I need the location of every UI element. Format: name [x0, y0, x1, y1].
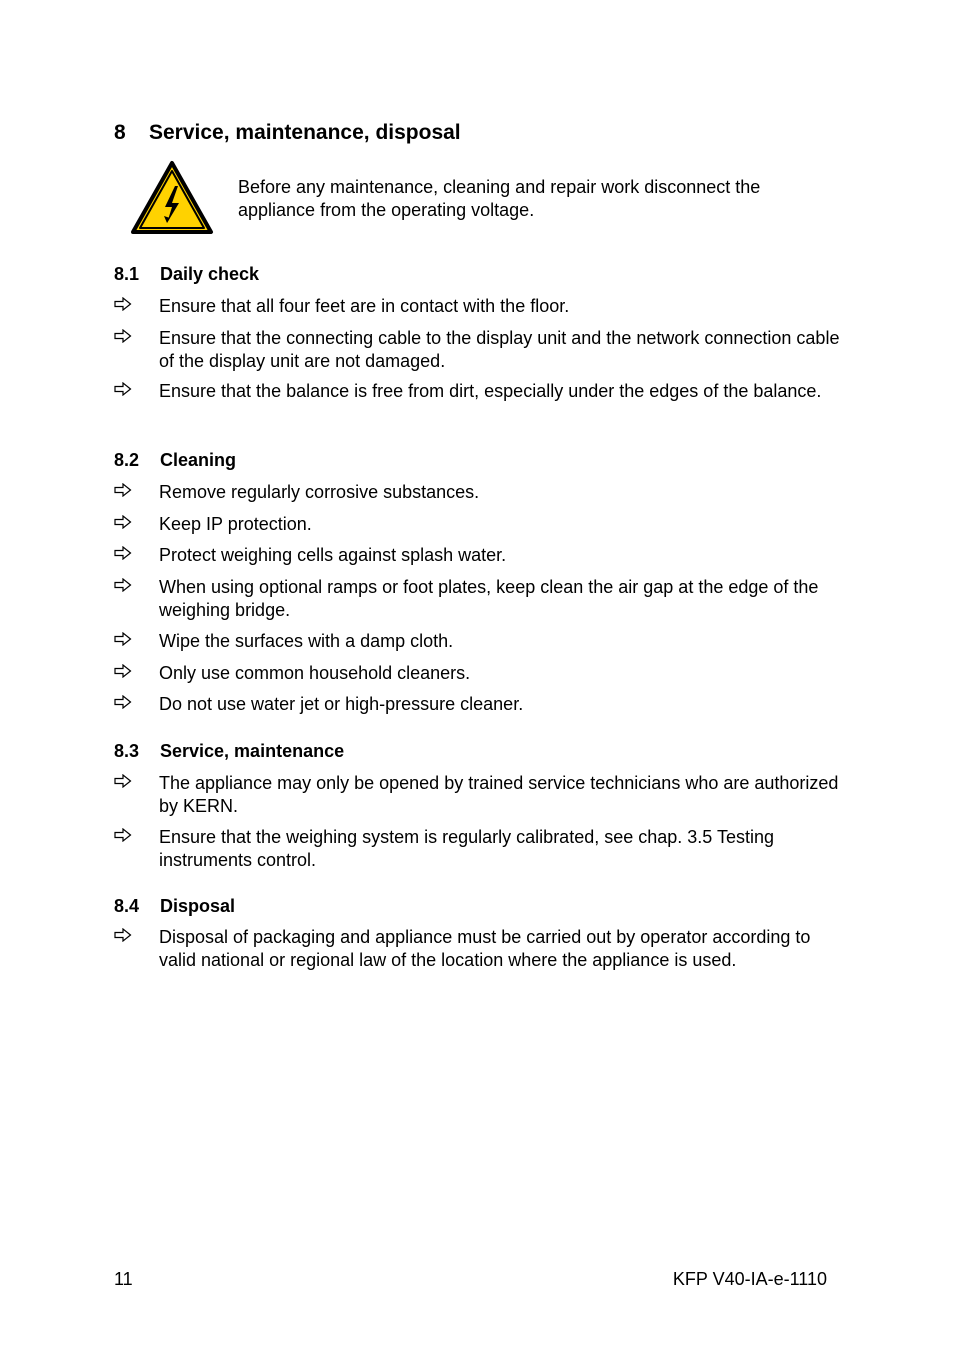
- arrow-right-outline-icon: [114, 382, 132, 396]
- arrow-right-outline-icon: [114, 774, 132, 788]
- list-item-text: Ensure that the balance is free from dirt, especially under the edges of the balance.: [159, 381, 822, 401]
- section-number: 8.3: [114, 741, 140, 761]
- section-heading: [114, 896, 235, 917]
- list-item-text: When using optional ramps or foot plates, keep clean the air gap at the edge of the weighing bridge.: [159, 577, 819, 620]
- list-item: [114, 481, 844, 504]
- chapter-heading: [114, 121, 461, 145]
- list-item-text: Ensure that the weighing system is regularly calibrated, see chap. 3.5 Testing instruments control.: [159, 827, 775, 870]
- list-item-text: Do not use water jet or high-pressure cleaner.: [159, 694, 524, 714]
- list-item-text: Keep IP protection.: [159, 514, 312, 534]
- list-item: [114, 662, 844, 685]
- list-item-text: Only use common household cleaners.: [159, 663, 471, 683]
- warning-text: Before any maintenance, cleaning and repair work disconnect the appliance from the operating voltage.: [238, 177, 761, 220]
- arrow-right-outline-icon: [114, 578, 132, 592]
- document-id: KFP V40-IA-e-1110: [672, 1269, 827, 1289]
- list-item: [114, 826, 844, 871]
- list-item: [114, 295, 844, 318]
- list-item: [114, 926, 844, 971]
- list-item-text: Protect weighing cells against splash water.: [159, 545, 507, 565]
- list-item: [114, 513, 844, 536]
- list-item-text: Ensure that all four feet are in contact with the floor.: [159, 296, 570, 316]
- arrow-right-outline-icon: [114, 329, 132, 343]
- arrow-right-outline-icon: [114, 664, 132, 678]
- list-item-text: The appliance may only be opened by trained service technicians who are authorized by KERN.: [159, 773, 839, 816]
- section-heading: [114, 450, 236, 471]
- chapter-number: 8: [114, 121, 126, 144]
- section-heading: [114, 264, 259, 285]
- arrow-right-outline-icon: [114, 695, 132, 709]
- page-number: 11: [114, 1269, 133, 1289]
- list-item: [114, 693, 844, 716]
- list-item-text: Disposal of packaging and appliance must be carried out by operator according to valid national or regional law of the location where the appliance is used.: [159, 927, 811, 970]
- section-title: Disposal: [160, 896, 236, 916]
- arrow-right-outline-icon: [114, 828, 132, 842]
- list-item: [114, 544, 844, 567]
- chapter-title: Service, maintenance, disposal: [149, 121, 461, 144]
- list-item-text: Wipe the surfaces with a damp cloth.: [159, 631, 454, 651]
- arrow-right-outline-icon: [114, 297, 132, 311]
- arrow-right-outline-icon: [114, 632, 132, 646]
- arrow-right-outline-icon: [114, 515, 132, 529]
- list-item: [114, 772, 844, 817]
- section-number: 8.1: [114, 264, 140, 284]
- list-item-text: Remove regularly corrosive substances.: [159, 482, 480, 502]
- arrow-right-outline-icon: [114, 483, 132, 497]
- section-title: Service, maintenance: [160, 741, 345, 761]
- list-item-text: Ensure that the connecting cable to the display unit and the network connection cable of the display unit are not damaged.: [159, 328, 840, 371]
- arrow-right-outline-icon: [114, 928, 132, 942]
- list-item: [114, 327, 844, 372]
- arrow-right-outline-icon: [114, 546, 132, 560]
- section-title: Daily check: [160, 264, 260, 284]
- section-title: Cleaning: [160, 450, 237, 470]
- section-number: 8.2: [114, 450, 140, 470]
- list-item: [114, 576, 844, 621]
- section-number: 8.4: [114, 896, 140, 916]
- section-heading: [114, 741, 344, 762]
- list-item: [114, 380, 844, 403]
- high-voltage-warning-icon: [130, 160, 214, 236]
- list-item: [114, 630, 844, 653]
